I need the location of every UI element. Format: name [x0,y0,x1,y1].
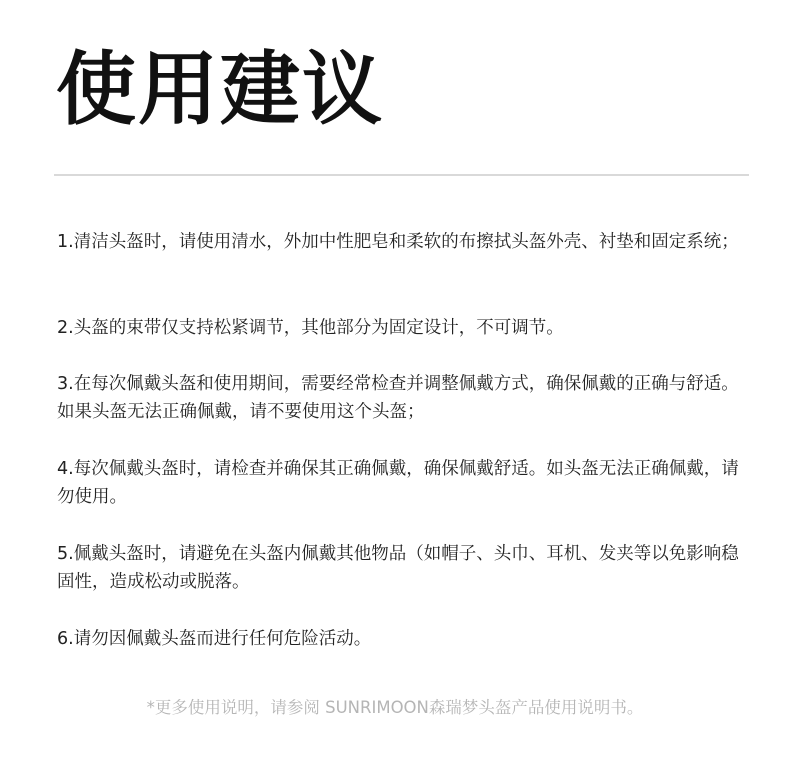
footer-note: *更多使用说明，请参阅 SUNRIMOON森瑞梦头盔产品使用说明书。 [146,698,644,717]
advice-item-4: 4.每次佩戴头盔时，请检查并确保其正确佩戴，确保佩戴舒适。如头盔无法正确佩戴，请勿使用。 [57,459,739,507]
advice-item-2: 2.头盔的束带仅支持松紧调节，其他部分为固定设计，不可调节。 [57,318,564,338]
advice-item-6: 6.请勿因佩戴头盔而进行任何危险活动。 [57,629,372,649]
advice-item-3: 3.在每次佩戴头盔和使用期间，需要经常检查并调整佩戴方式，确保佩戴的正确与舒适。如果头盔无法正确佩戴，请不要使用这个头盔； [57,374,739,422]
title-divider [54,174,749,176]
page-title: 使用建议 [56,43,384,136]
advice-item-5: 5.佩戴头盔时，请避免在头盔内佩戴其他物品（如帽子、头巾、耳机、发夹等以免影响稳固性，造成松动或脱落。 [57,544,739,592]
advice-item-1: 1.清洁头盔时，请使用清水，外加中性肥皂和柔软的布擦拭头盔外壳、衬垫和固定系统； [57,232,739,252]
